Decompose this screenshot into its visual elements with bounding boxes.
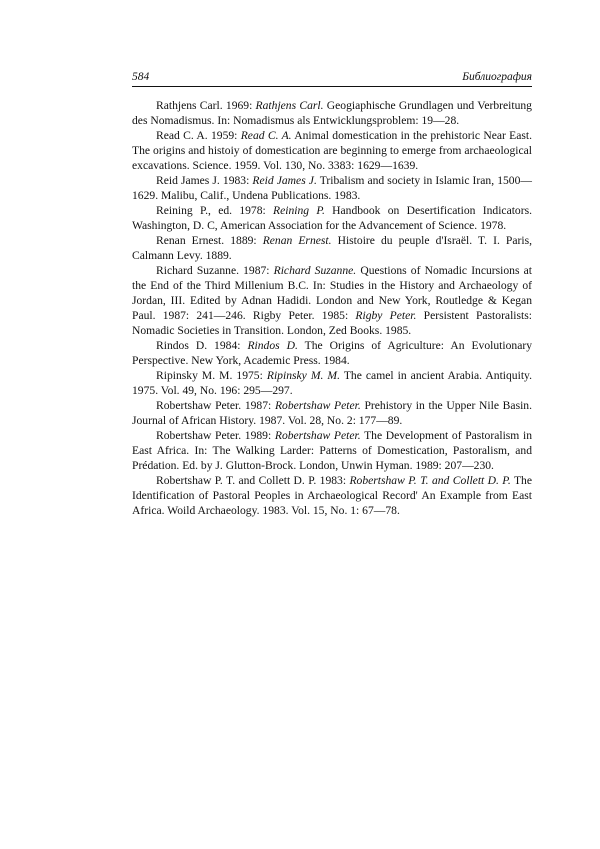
- running-title: Библиография: [462, 71, 532, 83]
- entry-lead: Ripinsky M. M. 1975:: [156, 369, 267, 382]
- entry-lead: Robertshaw Peter. 1987:: [156, 399, 275, 412]
- entry-lead: Rathjens Carl. 1969:: [156, 99, 256, 112]
- entry-text: Handbook on Desertification Indicators. Washington, D. C, American Association for the Advancement of Science. 1978.: [132, 204, 532, 232]
- bibliography-entry: [132, 473, 532, 518]
- bibliography-entry: [132, 203, 532, 233]
- entry-author: Read C. A.: [240, 129, 292, 142]
- entry-author: Richard Suzanne.: [273, 264, 357, 277]
- entry-author: Robertshaw Peter.: [274, 399, 361, 412]
- bibliography-entry: [132, 98, 532, 128]
- entry-author: Rigby Peter.: [355, 309, 417, 322]
- entry-text: The camel in ancient Arabia. Antiquity. 1975. Vol. 49, No. 196: 295—297.: [132, 369, 532, 397]
- entry-author: Robertshaw P. T. and Collett D. P.: [349, 474, 511, 487]
- bibliography-entry: [132, 338, 532, 368]
- bibliography-entry: [132, 368, 532, 398]
- entry-lead: Renan Ernest. 1889:: [156, 234, 263, 247]
- entry-author: Rindos D.: [247, 339, 298, 352]
- entry-text: The Identification of Pastoral Peoples in Archaeological Record' An Example from East Africa. Woild Archaeology. 1983. Vol. 15, No. 1: 67—78.: [132, 474, 532, 517]
- page-header: [132, 70, 532, 87]
- bibliography-entry: [132, 128, 532, 173]
- entry-author: Robertshaw Peter.: [274, 429, 361, 442]
- entry-lead: Rindos D. 1984:: [156, 339, 248, 352]
- bibliography-entry: [132, 263, 532, 338]
- entry-author: Rathjens Carl.: [255, 99, 324, 112]
- entry-text: Questions of Nomadic Incursions at the End of the Third Millenium B.C. In: Studies in the History and Archaeology of Jordan, III. Edited by Adnan Hadidi. London and New York, Routledge & Kegan Paul. 1987: 241—246. Rigby Peter. 1985:: [132, 264, 532, 322]
- bibliography-entry: [132, 233, 532, 263]
- entry-text: Animal domestication in the prehistoric Near East. The origins and histoiy of domestication are beginning to emerge from archaeological excavations. Science. 1959. Vol. 130, No. 3383: 1629—1639.: [132, 129, 533, 172]
- bibliography-list: [132, 98, 532, 518]
- bibliography-entry: [132, 428, 532, 473]
- entry-text: Persistent Pastoralists: Nomadic Societies in Transition. London, Zed Books. 1985.: [132, 309, 532, 337]
- entry-text: Geogiaphische Grundlagen und Verbreitung des Nomadismus. In: Nomadismus als Entwicklungsproblem: 19—28.: [132, 99, 532, 127]
- bibliography-entry: [132, 398, 532, 428]
- entry-lead: Robertshaw P. T. and Collett D. P. 1983:: [156, 474, 350, 487]
- entry-author: Ripinsky M. M.: [266, 369, 340, 382]
- entry-lead: Read C. A. 1959:: [156, 129, 241, 142]
- entry-lead: Richard Suzanne. 1987:: [156, 264, 274, 277]
- entry-text: The Development of Pastoralism in East Africa. In: The Walking Larder: Patterns of Domestication, Pastoralism, and Prédation. Ed. by J. Glutton-Brock. London, Unwin Hyman. 1989: 207—230.: [132, 429, 532, 472]
- entry-text: Histoire du peuple d'Israël. T. I. Paris, Calmann Levy. 1889.: [132, 234, 532, 262]
- page-number: 584: [132, 71, 150, 83]
- entry-lead: Reid James J. 1983:: [156, 174, 253, 187]
- entry-author: Renan Ernest.: [262, 234, 332, 247]
- entry-text: The Origins of Agriculture: An Evolutionary Perspective. New York, Academic Press. 1984.: [132, 339, 533, 367]
- entry-lead: Robertshaw Peter. 1989:: [156, 429, 275, 442]
- entry-lead: Reining P., ed. 1978:: [156, 204, 274, 217]
- entry-author: Reining P.: [273, 204, 325, 217]
- entry-text: Tribalism and society in Islamic Iran, 1500—1629. Malibu, Calif., Undena Publications. 1983.: [132, 174, 532, 202]
- entry-author: Reid James J.: [252, 174, 317, 187]
- bibliography-entry: [132, 173, 532, 203]
- entry-text: Prehistory in the Upper Nile Basin. Journal of African History. 1987. Vol. 28, No. 2: 177—89.: [132, 399, 532, 427]
